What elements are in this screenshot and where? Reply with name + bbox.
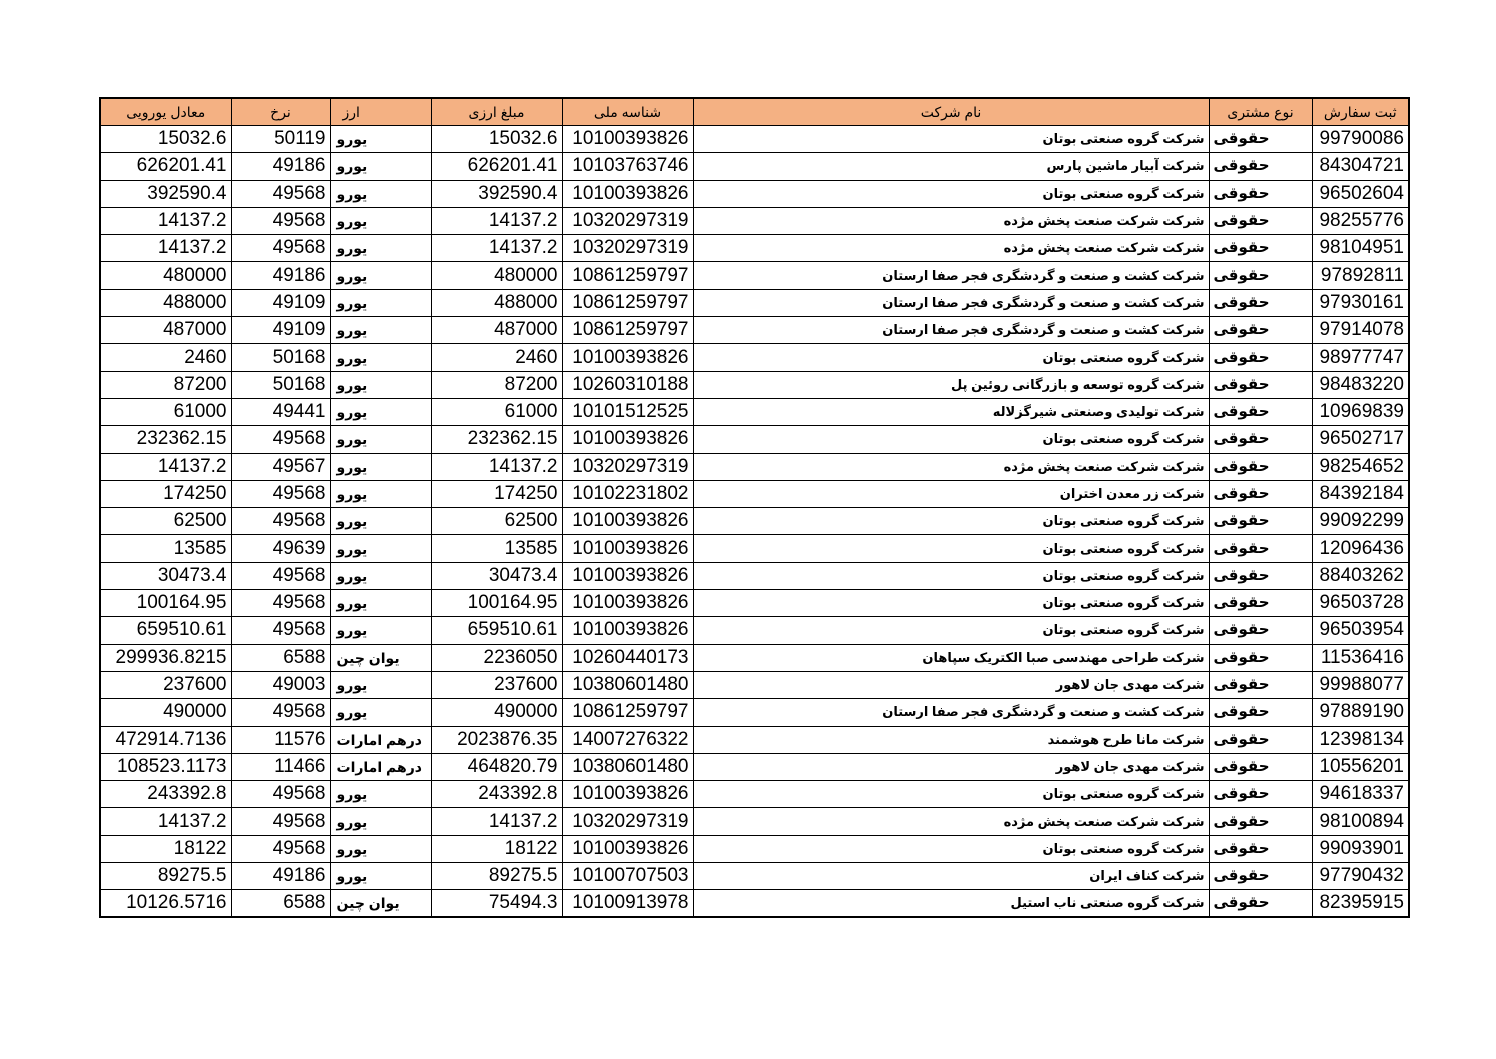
cell-customer-type: حقوقی — [1209, 535, 1312, 562]
cell-currency: یورو — [330, 289, 431, 316]
cell-fx-amount: 2460 — [431, 344, 562, 371]
cell-fx-amount: 487000 — [431, 317, 562, 344]
cell-customer-type: حقوقی — [1209, 699, 1312, 726]
header-currency: ارز — [330, 98, 431, 126]
cell-national-id: 10100393826 — [562, 535, 693, 562]
cell-rate: 49186 — [231, 153, 330, 180]
cell-order-registration: 12096436 — [1312, 535, 1409, 562]
table-row — [100, 317, 1409, 344]
cell-currency: یورو — [330, 371, 431, 398]
cell-fx-amount: 480000 — [431, 262, 562, 289]
cell-company-name: شرکت گروه صنعتی بوتان — [693, 781, 1209, 808]
cell-customer-type: حقوقی — [1209, 344, 1312, 371]
cell-rate: 49186 — [231, 262, 330, 289]
cell-national-id: 10100913978 — [562, 890, 693, 918]
cell-currency: یورو — [330, 180, 431, 207]
cell-company-name: شرکت شرکت صنعت پخش مژده — [693, 235, 1209, 262]
header-order-registration: ثبت سفارش — [1312, 98, 1409, 126]
orders-table — [99, 97, 1410, 918]
cell-fx-amount: 488000 — [431, 289, 562, 316]
cell-order-registration: 94618337 — [1312, 781, 1409, 808]
cell-euro-equivalent: 232362.15 — [100, 426, 231, 453]
cell-company-name: شرکت تولیدی وصنعتی شیرگزلاله — [693, 398, 1209, 425]
cell-company-name: شرکت گروه صنعتی بوتان — [693, 508, 1209, 535]
cell-customer-type: حقوقی — [1209, 207, 1312, 234]
cell-euro-equivalent: 100164.95 — [100, 590, 231, 617]
cell-order-registration: 97790432 — [1312, 863, 1409, 890]
cell-rate: 49568 — [231, 426, 330, 453]
cell-fx-amount: 232362.15 — [431, 426, 562, 453]
header-national-id: شناسه ملی — [562, 98, 693, 126]
cell-rate: 49186 — [231, 863, 330, 890]
cell-euro-equivalent: 87200 — [100, 371, 231, 398]
cell-fx-amount: 490000 — [431, 699, 562, 726]
cell-fx-amount: 14137.2 — [431, 453, 562, 480]
cell-euro-equivalent: 14137.2 — [100, 808, 231, 835]
table-row — [100, 590, 1409, 617]
table-row — [100, 808, 1409, 835]
cell-rate: 49639 — [231, 535, 330, 562]
cell-national-id: 10380601480 — [562, 671, 693, 698]
cell-rate: 11466 — [231, 753, 330, 780]
header-company-name: نام شرکت — [693, 98, 1209, 126]
cell-national-id: 10100393826 — [562, 781, 693, 808]
cell-currency: یورو — [330, 535, 431, 562]
table-row — [100, 617, 1409, 644]
cell-rate: 50168 — [231, 344, 330, 371]
cell-order-registration: 97889190 — [1312, 699, 1409, 726]
cell-currency: یورو — [330, 508, 431, 535]
cell-euro-equivalent: 243392.8 — [100, 781, 231, 808]
cell-rate: 49568 — [231, 835, 330, 862]
cell-euro-equivalent: 30473.4 — [100, 562, 231, 589]
cell-currency: یورو — [330, 808, 431, 835]
cell-currency: یورو — [330, 426, 431, 453]
cell-rate: 49568 — [231, 207, 330, 234]
cell-order-registration: 11536416 — [1312, 644, 1409, 671]
cell-currency: یورو — [330, 863, 431, 890]
cell-euro-equivalent: 174250 — [100, 480, 231, 507]
cell-fx-amount: 62500 — [431, 508, 562, 535]
cell-fx-amount: 464820.79 — [431, 753, 562, 780]
cell-order-registration: 99988077 — [1312, 671, 1409, 698]
cell-euro-equivalent: 18122 — [100, 835, 231, 862]
cell-fx-amount: 15032.6 — [431, 126, 562, 153]
cell-customer-type: حقوقی — [1209, 753, 1312, 780]
cell-company-name: شرکت گروه صنعتی ناب استیل — [693, 890, 1209, 918]
table-row — [100, 398, 1409, 425]
cell-customer-type: حقوقی — [1209, 180, 1312, 207]
cell-euro-equivalent: 488000 — [100, 289, 231, 316]
cell-euro-equivalent: 392590.4 — [100, 180, 231, 207]
cell-rate: 49568 — [231, 562, 330, 589]
cell-rate: 49109 — [231, 289, 330, 316]
cell-euro-equivalent: 10126.5716 — [100, 890, 231, 918]
cell-national-id: 10100393826 — [562, 344, 693, 371]
cell-fx-amount: 174250 — [431, 480, 562, 507]
cell-customer-type: حقوقی — [1209, 317, 1312, 344]
cell-rate: 49567 — [231, 453, 330, 480]
table-row — [100, 644, 1409, 671]
cell-currency: یورو — [330, 126, 431, 153]
cell-company-name: شرکت شرکت صنعت پخش مژده — [693, 207, 1209, 234]
cell-order-registration: 82395915 — [1312, 890, 1409, 918]
header-euro-equivalent: معادل یورویی — [100, 98, 231, 126]
cell-company-name: شرکت شرکت صنعت پخش مژده — [693, 808, 1209, 835]
cell-currency: یورو — [330, 398, 431, 425]
cell-order-registration: 97892811 — [1312, 262, 1409, 289]
cell-order-registration: 98977747 — [1312, 344, 1409, 371]
table-row — [100, 207, 1409, 234]
cell-currency: یورو — [330, 835, 431, 862]
cell-company-name: شرکت کشت و صنعت و گردشگری فجر صفا ارستان — [693, 289, 1209, 316]
cell-fx-amount: 75494.3 — [431, 890, 562, 918]
header-row — [100, 98, 1409, 126]
cell-order-registration: 96502604 — [1312, 180, 1409, 207]
table-row — [100, 753, 1409, 780]
cell-customer-type: حقوقی — [1209, 644, 1312, 671]
cell-national-id: 10320297319 — [562, 235, 693, 262]
cell-fx-amount: 100164.95 — [431, 590, 562, 617]
cell-company-name: شرکت گروه توسعه و بازرگانی روئین پل — [693, 371, 1209, 398]
cell-company-name: شرکت آبیار ماشین پارس — [693, 153, 1209, 180]
cell-currency: یورو — [330, 562, 431, 589]
cell-national-id: 10101512525 — [562, 398, 693, 425]
cell-customer-type: حقوقی — [1209, 398, 1312, 425]
cell-currency: یورو — [330, 207, 431, 234]
cell-currency: یورو — [330, 453, 431, 480]
cell-rate: 49568 — [231, 480, 330, 507]
cell-company-name: شرکت گروه صنعتی بوتان — [693, 344, 1209, 371]
cell-order-registration: 10969839 — [1312, 398, 1409, 425]
cell-company-name: شرکت مهدی جان لاهور — [693, 753, 1209, 780]
cell-national-id: 10100393826 — [562, 180, 693, 207]
cell-company-name: شرکت گروه صنعتی بوتان — [693, 126, 1209, 153]
cell-rate: 49441 — [231, 398, 330, 425]
cell-rate: 49003 — [231, 671, 330, 698]
cell-customer-type: حقوقی — [1209, 426, 1312, 453]
cell-company-name: شرکت گروه صنعتی بوتان — [693, 617, 1209, 644]
cell-rate: 49568 — [231, 808, 330, 835]
cell-national-id: 10100393826 — [562, 126, 693, 153]
table-row — [100, 371, 1409, 398]
cell-order-registration: 96502717 — [1312, 426, 1409, 453]
cell-national-id: 10861259797 — [562, 317, 693, 344]
table-row — [100, 126, 1409, 153]
cell-company-name: شرکت طراحی مهندسی صبا الکتریک سپاهان — [693, 644, 1209, 671]
table-row — [100, 235, 1409, 262]
cell-company-name: شرکت گروه صنعتی بوتان — [693, 535, 1209, 562]
cell-fx-amount: 2236050 — [431, 644, 562, 671]
cell-company-name: شرکت کشت و صنعت و گردشگری فجر صفا ارستان — [693, 317, 1209, 344]
cell-rate: 50119 — [231, 126, 330, 153]
cell-euro-equivalent: 480000 — [100, 262, 231, 289]
cell-euro-equivalent: 61000 — [100, 398, 231, 425]
cell-euro-equivalent: 659510.61 — [100, 617, 231, 644]
cell-fx-amount: 392590.4 — [431, 180, 562, 207]
table-row — [100, 344, 1409, 371]
cell-rate: 49568 — [231, 508, 330, 535]
cell-national-id: 10100393826 — [562, 426, 693, 453]
table-row — [100, 835, 1409, 862]
cell-national-id: 10861259797 — [562, 289, 693, 316]
cell-euro-equivalent: 108523.1173 — [100, 753, 231, 780]
cell-rate: 49568 — [231, 699, 330, 726]
table-body — [100, 126, 1409, 918]
header-customer-type: نوع مشتری — [1209, 98, 1312, 126]
table-row — [100, 671, 1409, 698]
cell-euro-equivalent: 299936.8215 — [100, 644, 231, 671]
cell-order-registration: 98100894 — [1312, 808, 1409, 835]
cell-fx-amount: 243392.8 — [431, 781, 562, 808]
cell-customer-type: حقوقی — [1209, 371, 1312, 398]
cell-company-name: شرکت گروه صنعتی بوتان — [693, 426, 1209, 453]
cell-currency: درهم امارات — [330, 753, 431, 780]
cell-fx-amount: 87200 — [431, 371, 562, 398]
cell-fx-amount: 89275.5 — [431, 863, 562, 890]
cell-euro-equivalent: 14137.2 — [100, 235, 231, 262]
cell-customer-type: حقوقی — [1209, 890, 1312, 918]
cell-company-name: شرکت گروه صنعتی بوتان — [693, 180, 1209, 207]
cell-customer-type: حقوقی — [1209, 153, 1312, 180]
cell-fx-amount: 237600 — [431, 671, 562, 698]
table-row — [100, 562, 1409, 589]
cell-customer-type: حقوقی — [1209, 863, 1312, 890]
cell-national-id: 10320297319 — [562, 207, 693, 234]
cell-company-name: شرکت مهدی جان لاهور — [693, 671, 1209, 698]
cell-national-id: 14007276322 — [562, 726, 693, 753]
cell-customer-type: حقوقی — [1209, 289, 1312, 316]
cell-order-registration: 99093901 — [1312, 835, 1409, 862]
cell-order-registration: 98483220 — [1312, 371, 1409, 398]
cell-currency: یورو — [330, 480, 431, 507]
cell-company-name: شرکت کشت و صنعت و گردشگری فجر صفا ارستان — [693, 262, 1209, 289]
cell-customer-type: حقوقی — [1209, 835, 1312, 862]
cell-national-id: 10103763746 — [562, 153, 693, 180]
cell-customer-type: حقوقی — [1209, 235, 1312, 262]
cell-euro-equivalent: 14137.2 — [100, 207, 231, 234]
cell-national-id: 10861259797 — [562, 262, 693, 289]
cell-currency: یورو — [330, 590, 431, 617]
cell-euro-equivalent: 237600 — [100, 671, 231, 698]
cell-euro-equivalent: 490000 — [100, 699, 231, 726]
cell-currency: یورو — [330, 153, 431, 180]
cell-euro-equivalent: 13585 — [100, 535, 231, 562]
cell-rate: 6588 — [231, 890, 330, 918]
cell-currency: یوان چین — [330, 644, 431, 671]
cell-company-name: شرکت کشت و صنعت و گردشگری فجر صفا ارستان — [693, 699, 1209, 726]
cell-fx-amount: 659510.61 — [431, 617, 562, 644]
cell-order-registration: 99092299 — [1312, 508, 1409, 535]
cell-company-name: شرکت زر معدن اختران — [693, 480, 1209, 507]
table-row — [100, 453, 1409, 480]
cell-national-id: 10100393826 — [562, 835, 693, 862]
cell-customer-type: حقوقی — [1209, 262, 1312, 289]
cell-euro-equivalent: 14137.2 — [100, 453, 231, 480]
cell-order-registration: 98254652 — [1312, 453, 1409, 480]
cell-euro-equivalent: 89275.5 — [100, 863, 231, 890]
cell-customer-type: حقوقی — [1209, 562, 1312, 589]
header-rate: نرخ — [231, 98, 330, 126]
cell-euro-equivalent: 2460 — [100, 344, 231, 371]
cell-national-id: 10260440173 — [562, 644, 693, 671]
cell-order-registration: 12398134 — [1312, 726, 1409, 753]
cell-customer-type: حقوقی — [1209, 781, 1312, 808]
cell-company-name: شرکت گروه صنعتی بوتان — [693, 590, 1209, 617]
cell-currency: یورو — [330, 317, 431, 344]
cell-fx-amount: 14137.2 — [431, 207, 562, 234]
cell-national-id: 10260310188 — [562, 371, 693, 398]
table-row — [100, 890, 1409, 918]
table-row — [100, 426, 1409, 453]
cell-euro-equivalent: 626201.41 — [100, 153, 231, 180]
cell-customer-type: حقوقی — [1209, 617, 1312, 644]
cell-customer-type: حقوقی — [1209, 126, 1312, 153]
cell-rate: 49568 — [231, 235, 330, 262]
cell-national-id: 10100393826 — [562, 508, 693, 535]
cell-national-id: 10102231802 — [562, 480, 693, 507]
table-row — [100, 289, 1409, 316]
cell-currency: یورو — [330, 262, 431, 289]
cell-fx-amount: 14137.2 — [431, 235, 562, 262]
cell-order-registration: 88403262 — [1312, 562, 1409, 589]
cell-euro-equivalent: 62500 — [100, 508, 231, 535]
cell-customer-type: حقوقی — [1209, 590, 1312, 617]
cell-national-id: 10380601480 — [562, 753, 693, 780]
cell-company-name: شرکت کناف ایران — [693, 863, 1209, 890]
table-row — [100, 726, 1409, 753]
cell-order-registration: 98104951 — [1312, 235, 1409, 262]
table-row — [100, 153, 1409, 180]
table-row — [100, 262, 1409, 289]
cell-company-name: شرکت گروه صنعتی بوتان — [693, 562, 1209, 589]
cell-rate: 49568 — [231, 781, 330, 808]
cell-currency: یورو — [330, 671, 431, 698]
table-header — [100, 98, 1409, 126]
cell-currency: یورو — [330, 699, 431, 726]
cell-fx-amount: 30473.4 — [431, 562, 562, 589]
cell-order-registration: 96503728 — [1312, 590, 1409, 617]
cell-rate: 6588 — [231, 644, 330, 671]
cell-company-name: شرکت مانا طرح هوشمند — [693, 726, 1209, 753]
table-row — [100, 480, 1409, 507]
cell-national-id: 10100393826 — [562, 562, 693, 589]
cell-national-id: 10320297319 — [562, 808, 693, 835]
cell-currency: درهم امارات — [330, 726, 431, 753]
cell-order-registration: 97914078 — [1312, 317, 1409, 344]
cell-euro-equivalent: 472914.7136 — [100, 726, 231, 753]
cell-currency: یورو — [330, 617, 431, 644]
cell-customer-type: حقوقی — [1209, 480, 1312, 507]
cell-national-id: 10320297319 — [562, 453, 693, 480]
cell-company-name: شرکت گروه صنعتی بوتان — [693, 835, 1209, 862]
cell-order-registration: 99790086 — [1312, 126, 1409, 153]
table-row — [100, 180, 1409, 207]
cell-fx-amount: 14137.2 — [431, 808, 562, 835]
cell-order-registration: 84304721 — [1312, 153, 1409, 180]
cell-currency: یوان چین — [330, 890, 431, 918]
cell-rate: 49568 — [231, 590, 330, 617]
header-fx-amount: مبلغ ارزی — [431, 98, 562, 126]
cell-order-registration: 98255776 — [1312, 207, 1409, 234]
cell-euro-equivalent: 487000 — [100, 317, 231, 344]
cell-customer-type: حقوقی — [1209, 726, 1312, 753]
cell-fx-amount: 2023876.35 — [431, 726, 562, 753]
cell-national-id: 10100707503 — [562, 863, 693, 890]
cell-rate: 49568 — [231, 617, 330, 644]
cell-order-registration: 96503954 — [1312, 617, 1409, 644]
table-row — [100, 508, 1409, 535]
cell-order-registration: 10556201 — [1312, 753, 1409, 780]
cell-currency: یورو — [330, 235, 431, 262]
cell-customer-type: حقوقی — [1209, 453, 1312, 480]
cell-customer-type: حقوقی — [1209, 508, 1312, 535]
cell-national-id: 10100393826 — [562, 590, 693, 617]
cell-rate: 49109 — [231, 317, 330, 344]
cell-fx-amount: 18122 — [431, 835, 562, 862]
table-row — [100, 863, 1409, 890]
cell-fx-amount: 61000 — [431, 398, 562, 425]
cell-rate: 50168 — [231, 371, 330, 398]
cell-national-id: 10861259797 — [562, 699, 693, 726]
cell-order-registration: 84392184 — [1312, 480, 1409, 507]
cell-fx-amount: 626201.41 — [431, 153, 562, 180]
table-row — [100, 535, 1409, 562]
cell-customer-type: حقوقی — [1209, 671, 1312, 698]
cell-currency: یورو — [330, 344, 431, 371]
cell-currency: یورو — [330, 781, 431, 808]
table-row — [100, 781, 1409, 808]
cell-company-name: شرکت شرکت صنعت پخش مژده — [693, 453, 1209, 480]
cell-euro-equivalent: 15032.6 — [100, 126, 231, 153]
cell-customer-type: حقوقی — [1209, 808, 1312, 835]
cell-rate: 11576 — [231, 726, 330, 753]
cell-national-id: 10100393826 — [562, 617, 693, 644]
table-row — [100, 699, 1409, 726]
cell-fx-amount: 13585 — [431, 535, 562, 562]
cell-order-registration: 97930161 — [1312, 289, 1409, 316]
cell-rate: 49568 — [231, 180, 330, 207]
